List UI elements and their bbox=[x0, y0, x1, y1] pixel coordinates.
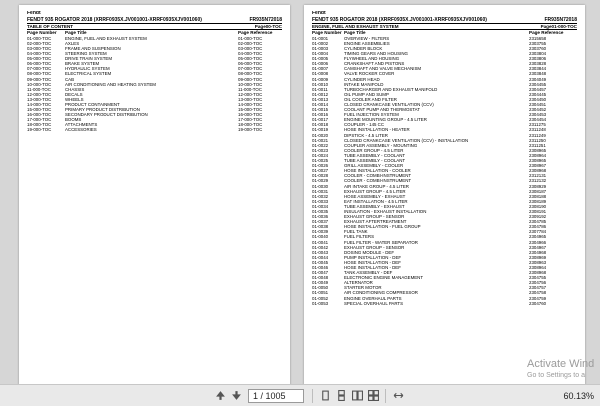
page-reference-cell: 2304049 bbox=[529, 76, 547, 82]
page-title-cell: FUEL TANK bbox=[344, 229, 368, 235]
page-title-cell: INSULATION - EXHAUST INSTALLATION bbox=[344, 208, 427, 214]
page-title-cell: HOSE INSTALLATION - FUEL GROUP bbox=[344, 224, 421, 230]
page-title-cell: DRIVE TRAIN SYSTEM bbox=[65, 56, 113, 62]
page-number-cell: 07-000-TOC bbox=[27, 66, 52, 72]
page-reference-cell: 12-000-TOC bbox=[238, 91, 263, 97]
page-reference-cell: 2304760 bbox=[529, 300, 547, 306]
page-number-cell: 01-0001 bbox=[312, 35, 329, 41]
page-reference-cell: 2308963 bbox=[529, 259, 547, 265]
page-reference-cell: 2311275 bbox=[529, 122, 546, 128]
page-number-cell: 01-0037 bbox=[312, 219, 329, 225]
page-reference-cell: 2303804 bbox=[529, 51, 547, 57]
page-reference-cell: 2308965 bbox=[529, 158, 547, 164]
page-title-cell: FUEL INJECTION SYSTEM bbox=[344, 112, 399, 118]
page-reference-cell: 2304453 bbox=[529, 112, 547, 118]
page-reference-cell: 2315658 bbox=[529, 35, 547, 41]
page-number-cell: 01-0034 bbox=[312, 203, 329, 209]
header-page-reference: Page Reference bbox=[238, 30, 273, 36]
header-page-title: Page Title bbox=[344, 30, 366, 36]
page-reference-cell: 2308191 bbox=[529, 208, 547, 214]
page-title-cell: ENGINE, FUEL AND EXHAUST SYSTEM bbox=[65, 35, 147, 41]
page-title-cell: COUPLER - 145 CC bbox=[344, 122, 385, 128]
page-reference-cell: 2308189 bbox=[529, 198, 547, 204]
page-reference-cell: 2303844 bbox=[529, 66, 547, 72]
document-code: FR935N72018 bbox=[544, 16, 577, 23]
page-title-cell: STARTER MOTOR bbox=[344, 285, 382, 291]
page-number-cell: 05-000-TOC bbox=[27, 56, 52, 62]
page-reference-cell: 2304445 bbox=[529, 91, 547, 97]
page-number-cell: 13-000-TOC bbox=[27, 96, 52, 102]
page-title-cell: TURBOCHARGER AND EXHAUST MANIFOLD bbox=[344, 86, 438, 92]
page-reference-cell: 2304758 bbox=[529, 290, 547, 296]
page-title-cell: CLOSED CRANKCASE VENTILATION (CCV) bbox=[344, 102, 434, 107]
page-title-cell: ATTACHMENTS bbox=[65, 122, 98, 128]
document-title-bar bbox=[27, 17, 282, 24]
page-number-cell: 09-000-TOC bbox=[27, 76, 52, 82]
page-number-cell: 01-0029 bbox=[312, 178, 329, 184]
page-reference-cell: 2308969 bbox=[529, 254, 547, 260]
arrow-down-icon[interactable] bbox=[228, 388, 244, 404]
page-number-cell: 08-000-TOC bbox=[27, 71, 52, 77]
page-number-cell: 01-0015 bbox=[312, 107, 329, 113]
page-title-cell: ACCESSORIES bbox=[65, 127, 97, 133]
page-reference-cell: 2311248 bbox=[529, 127, 546, 133]
page-reference-cell: 2304457 bbox=[529, 86, 547, 92]
page-title-cell: VALVE ROCKER COVER bbox=[344, 71, 395, 77]
page-title-cell: HOSE INSTALLATION - DEF bbox=[344, 265, 401, 270]
page-number-cell: 01-0008 bbox=[312, 71, 329, 77]
page-number-cell: 01-000-TOC bbox=[27, 35, 52, 41]
page-number-cell: 01-0033 bbox=[312, 198, 329, 204]
brand-label: Fendt bbox=[312, 11, 326, 16]
page-reference-cell: 01-000-TOC bbox=[238, 35, 263, 41]
page-number-cell: 16-000-TOC bbox=[27, 112, 52, 118]
page-reference-cell: 2307784 bbox=[529, 229, 547, 235]
page-title-cell: PUMP INSTALLATION - DEF bbox=[344, 254, 402, 260]
page-title-cell: CLOSED CRANKCASE VENTILATION (CCV) - INSTALLATION bbox=[344, 137, 469, 143]
section-title-bar bbox=[312, 24, 577, 31]
page-number-cell: 18-000-TOC bbox=[27, 122, 52, 128]
page-title-cell: OIL COOLER AND FILTER bbox=[344, 96, 397, 102]
page-title-cell: ENGINE OVERHAUL PARTS bbox=[344, 295, 402, 301]
page-number-cell: 01-0032 bbox=[312, 193, 329, 199]
page-number-cell: 11-000-TOC bbox=[27, 86, 51, 92]
page-reference-cell: 2308190 bbox=[529, 203, 547, 209]
page-reference-cell: 2304454 bbox=[529, 117, 547, 123]
page-reference-cell: 09-000-TOC bbox=[238, 76, 263, 82]
page-title-cell: PRODUCT CONTAINMENT bbox=[65, 102, 120, 107]
page-reference-cell: 2308964 bbox=[529, 265, 547, 270]
page-reference-cell: 11-000-TOC bbox=[238, 86, 262, 92]
page-title-cell: HOSE INSTALLATION - DEF bbox=[344, 259, 401, 265]
page-title-cell: WHEELS bbox=[65, 96, 84, 102]
page-reference-cell: 2304968 bbox=[529, 249, 547, 255]
page-reference-cell: 2304455 bbox=[529, 81, 547, 87]
page-reference-cell: 2308968 bbox=[529, 168, 547, 174]
toolbar-divider bbox=[312, 389, 313, 403]
header-page-number: Page Number bbox=[312, 30, 342, 36]
header-page-reference: Page Reference bbox=[529, 30, 564, 36]
page-reference-cell: 2308929 bbox=[529, 183, 547, 189]
page-content bbox=[312, 11, 577, 306]
page-title-cell: SECONDARY PRODUCT DISTRIBUTION bbox=[65, 112, 148, 118]
page-number-cell: 01-0026 bbox=[312, 163, 329, 169]
page-reference-cell: 2303755 bbox=[529, 40, 547, 46]
page-title-cell: ALTERNATOR bbox=[344, 280, 373, 286]
single-page-icon[interactable] bbox=[317, 388, 333, 404]
page-reference-cell: 05-000-TOC bbox=[238, 56, 263, 62]
page-number-cell: 01-0046 bbox=[312, 265, 329, 270]
page-reference-cell: 2303848 bbox=[529, 71, 547, 77]
page-reference-cell: 2308188 bbox=[529, 193, 547, 199]
page-title-cell: TUBE ASSEMBLY - COOLANT bbox=[344, 152, 406, 158]
page-number-cell: 01-0005 bbox=[312, 56, 329, 62]
page-reference-cell: 2304786 bbox=[529, 224, 547, 230]
page-number-cell: 01-0003 bbox=[312, 45, 329, 51]
page-number-cell: 01-0018 bbox=[312, 122, 329, 128]
page-number-cell: 06-000-TOC bbox=[27, 61, 52, 67]
watermark-title: Activate Wind bbox=[527, 358, 595, 370]
header-page-title: Page Title bbox=[65, 30, 87, 36]
page-reference-cell: 2304452 bbox=[529, 107, 547, 113]
page-number-cell: 01-0028 bbox=[312, 173, 329, 179]
pdf-page-right bbox=[304, 5, 585, 384]
page-reference-cell: 2303828 bbox=[529, 61, 547, 67]
page-reference-cell: 07-000-TOC bbox=[238, 66, 263, 72]
page-title-cell: TANK ASSEMBLY - DEF bbox=[344, 270, 393, 276]
page-title-cell: CRANKSHAFT AND PISTONS bbox=[344, 61, 405, 67]
page-reference-cell: 15-000-TOC bbox=[238, 107, 263, 113]
page-number-cell: 01-0044 bbox=[312, 254, 329, 260]
page-number-cell: 02-000-TOC bbox=[27, 40, 52, 46]
page-reference-cell: 2304755 bbox=[529, 275, 547, 281]
page-reference-cell: 2304451 bbox=[529, 102, 547, 107]
page-number-cell: 03-000-TOC bbox=[27, 45, 52, 51]
page-number-cell: 01-0006 bbox=[312, 61, 329, 67]
page-reference-cell: 2304967 bbox=[529, 244, 547, 250]
page-title-cell: ENGINE ASSEMBLIES bbox=[344, 40, 390, 46]
page-number-cell: 01-0013 bbox=[312, 96, 329, 102]
activation-watermark bbox=[527, 358, 594, 380]
page-reference-cell: 2311249 bbox=[529, 132, 546, 138]
page-reference-cell: 2303806 bbox=[529, 56, 547, 62]
page-title-cell: AIR CONDITIONING AND HEATING SYSTEM bbox=[65, 81, 156, 87]
page-reference-cell: 03-000-TOC bbox=[238, 45, 263, 51]
page-title-cell: TIMING GEARS AND HOUSING bbox=[344, 51, 408, 57]
page-title-cell: HOSE INSTALLATION - COOLER bbox=[344, 168, 411, 174]
page-number-cell: 01-0027 bbox=[312, 168, 329, 174]
page-reference-cell: 2311250 bbox=[529, 137, 546, 143]
page-title-cell: ELECTRICAL SYSTEM bbox=[65, 71, 112, 77]
page-title-cell: AIR CONDITIONING COMPRESSOR bbox=[344, 290, 418, 296]
page-number-cell: 01-0051 bbox=[312, 290, 329, 296]
page-title-cell: INTAKE MANIFOLD bbox=[344, 81, 384, 87]
page-title-cell: OVERVIEW - FILTERS bbox=[344, 35, 390, 41]
zoom-level[interactable]: 60.13% bbox=[563, 390, 594, 401]
page-reference-cell: 2308187 bbox=[529, 188, 547, 194]
page-title-cell: HYDRAULIC SYSTEM bbox=[65, 66, 110, 72]
page-number-cell: 01-0035 bbox=[312, 208, 329, 214]
section-title: ENGINE, FUEL AND EXHAUST SYSTEM bbox=[312, 23, 399, 29]
brand-label: Fendt bbox=[27, 11, 41, 16]
page-number-cell: 01-0045 bbox=[312, 259, 329, 265]
page-reference-cell: 2304756 bbox=[529, 280, 547, 286]
page-reference-cell: 19-000-TOC bbox=[238, 127, 263, 133]
page-title-cell: TUBE ASSEMBLY - COOLANT bbox=[344, 158, 406, 164]
page-title-cell: BRAKE SYSTEM bbox=[65, 61, 100, 67]
page-title-cell: DOSING MODULE - DEF bbox=[344, 249, 395, 255]
page-number-cell: 01-0024 bbox=[312, 152, 329, 158]
page-number-cell: 01-0020 bbox=[312, 132, 329, 138]
page-title-cell: COUPLER ASSEMBLY - MOUNTING bbox=[344, 142, 418, 148]
page-reference-cell: 2308964 bbox=[529, 152, 547, 158]
two-page-icon[interactable] bbox=[349, 388, 365, 404]
page-reference-cell: 2308967 bbox=[529, 163, 547, 169]
page-title-cell: BOOMS bbox=[65, 117, 82, 123]
page-reference-cell: 2304966 bbox=[529, 239, 547, 245]
page-reference-cell: 06-000-TOC bbox=[238, 61, 263, 67]
page-number-cell: 01-0023 bbox=[312, 147, 329, 153]
page-number-cell: 01-0041 bbox=[312, 239, 329, 245]
section-reference: Page01-000-TOC bbox=[540, 23, 577, 29]
page-title-cell: OIL PUMP AND SUMP bbox=[344, 91, 389, 97]
page-reference-cell: 14-000-TOC bbox=[238, 102, 263, 107]
page-reference-cell: 2304785 bbox=[529, 219, 547, 225]
page-reference-cell: 18-000-TOC bbox=[238, 122, 263, 128]
page-number-cell: 01-0017 bbox=[312, 117, 329, 123]
page-title-cell: EXHAUST GROUP - 4.5 LITER bbox=[344, 188, 406, 194]
page-number-cell: 01-0050 bbox=[312, 285, 329, 291]
page-number-cell: 01-0039 bbox=[312, 229, 329, 235]
page-title-cell: CAMSHAFT AND VALVE MECHANISM bbox=[344, 66, 422, 72]
page-title-cell: ENGINE MOUNTING GROUP - 4.5 LITER bbox=[344, 117, 427, 123]
page-number-cell: 01-0009 bbox=[312, 76, 329, 82]
page-number-cell: 01-0043 bbox=[312, 249, 329, 255]
page-number-cell: 01-0049 bbox=[312, 280, 329, 286]
page-reference-cell: 02-000-TOC bbox=[238, 40, 263, 46]
page-reference-cell: 2304757 bbox=[529, 285, 547, 291]
page-reference-cell: 08-000-TOC bbox=[238, 71, 263, 77]
page-reference-cell: 17-000-TOC bbox=[238, 117, 263, 123]
page-title-cell: CYLINDER HEAD bbox=[344, 76, 380, 82]
page-number-cell: 01-0022 bbox=[312, 142, 329, 148]
page-title-cell: COOLANT PUMP AND THERMOSTAT bbox=[344, 107, 420, 113]
page-title-cell: CHASSIS bbox=[65, 86, 85, 92]
page-title-cell: COOLER - COMBI-INSTRUMENT bbox=[344, 173, 412, 179]
page-title-cell: CYLINDER BLOCK bbox=[344, 45, 383, 51]
page-title-cell: PRIMARY PRODUCT DISTRIBUTION bbox=[65, 107, 140, 113]
page-title-cell: SPECIAL OVERHAUL PARTS bbox=[344, 300, 404, 306]
page-number-cell: 01-0019 bbox=[312, 127, 329, 133]
page-number-cell: 01-0014 bbox=[312, 102, 329, 107]
page-title-cell: FUEL FILTERS bbox=[344, 234, 375, 240]
document-title: FENDT 935 ROGATOR 2018 (XRRF0935X.JV001001-XRRF0935XJV001060) bbox=[27, 16, 202, 23]
page-title-cell: TUBE ASSEMBLY - EXHAUST bbox=[344, 203, 405, 209]
page-number-cell: 01-0010 bbox=[312, 81, 329, 87]
document-title: FENDT 935 ROGATOR 2018 (XRRF0935X.JV001001-XRRF0935XJV001060) bbox=[312, 16, 487, 23]
page-number-cell: 19-000-TOC bbox=[27, 127, 52, 133]
page-reference-cell: 2304965 bbox=[529, 234, 547, 240]
page-reference-cell: 16-000-TOC bbox=[238, 112, 263, 118]
page-reference-cell: 04-000-TOC bbox=[238, 51, 263, 57]
page-reference-cell: 2308968 bbox=[529, 270, 547, 276]
page-reference-cell: 13-000-TOC bbox=[238, 96, 263, 102]
page-reference-cell: 2312131 bbox=[529, 173, 547, 179]
page-title-cell: CAB bbox=[65, 76, 75, 82]
page-number-cell: 01-0047 bbox=[312, 270, 329, 276]
document-title-bar bbox=[312, 17, 577, 24]
parts-table bbox=[312, 36, 577, 306]
page-title-cell: COOLER GROUP - 4.5 LITER bbox=[344, 147, 404, 153]
page-title-cell: HOSE INSTALLATION - HEATER bbox=[344, 127, 410, 133]
page-number-cell: 01-0011 bbox=[312, 86, 328, 92]
page-title-cell: EXHAUST GROUP - SENSOR bbox=[344, 214, 405, 220]
page-number-cell: 04-000-TOC bbox=[27, 51, 52, 57]
page-number-cell: 01-0007 bbox=[312, 66, 329, 72]
toc-table bbox=[27, 36, 282, 133]
page-number-cell: 01-0031 bbox=[312, 188, 329, 194]
page-title-cell: AIR INTAKE GROUP - 4.5 LITER bbox=[344, 183, 409, 189]
page-title-cell: FRAME AND SUSPENSION bbox=[65, 45, 121, 51]
page-number-cell: 01-0036 bbox=[312, 214, 329, 220]
page-number-cell: 01-0038 bbox=[312, 224, 329, 230]
viewer-toolbar bbox=[0, 384, 600, 406]
page-number-cell: 01-0052 bbox=[312, 295, 329, 301]
page-reference-cell: 2312132 bbox=[529, 178, 547, 184]
page-number-cell: 01-0030 bbox=[312, 183, 329, 189]
page-number-cell: 01-0040 bbox=[312, 234, 329, 240]
page-number-cell: 01-0021 bbox=[312, 137, 329, 143]
page-number-cell: 01-0025 bbox=[312, 158, 329, 164]
page-title-cell: HOSE ASSEMBLY - EXHAUST bbox=[344, 193, 406, 199]
page-number-cell: 01-0042 bbox=[312, 244, 329, 250]
table-row[interactable] bbox=[27, 127, 282, 132]
page-reference-cell: 2309192 bbox=[529, 214, 547, 220]
page-reference-cell: 2304759 bbox=[529, 295, 547, 301]
page-title-cell: ELECTRONIC ENGINE MANAGEMENT bbox=[344, 275, 424, 281]
page-title-cell: FLYWHEEL AND HOUSING bbox=[344, 56, 400, 62]
page-reference-cell: 2308965 bbox=[529, 147, 547, 153]
continuous-icon[interactable] bbox=[333, 388, 349, 404]
section-title-bar bbox=[27, 24, 282, 31]
page-number-cell: 01-0053 bbox=[312, 300, 329, 306]
section-reference: Page00-TOC bbox=[254, 23, 282, 29]
page-title-cell: AXLES bbox=[65, 40, 80, 46]
page-title-cell: EXHAUST GROUP - SENSOR bbox=[344, 244, 405, 250]
page-number-cell: 12-000-TOC bbox=[27, 91, 52, 97]
page-number-cell: 17-000-TOC bbox=[27, 117, 52, 123]
pdf-page-left bbox=[19, 5, 290, 384]
page-title-cell: GRILL ASSEMBLY - COOLER bbox=[344, 163, 404, 169]
page-reference-cell: 2303760 bbox=[529, 45, 547, 51]
page-reference-cell: 2311251 bbox=[529, 142, 546, 148]
page-number-input[interactable]: 1 / 1005 bbox=[248, 389, 304, 403]
page-reference-cell: 10-000-TOC bbox=[238, 81, 263, 87]
page-number-cell: 01-0016 bbox=[312, 112, 329, 118]
page-title-cell: EAT INSTALLATION - 4.5 LITER bbox=[344, 198, 408, 204]
document-code: FR935N72018 bbox=[249, 16, 282, 23]
page-number-cell: 15-000-TOC bbox=[27, 107, 52, 113]
page-content bbox=[27, 11, 282, 133]
toolbar-divider bbox=[385, 389, 386, 403]
table-row[interactable] bbox=[312, 301, 577, 306]
page-number-cell: 01-0002 bbox=[312, 40, 329, 46]
two-page-continuous-icon[interactable] bbox=[365, 388, 381, 404]
page-number-cell: 01-0012 bbox=[312, 91, 329, 97]
page-title-cell: EXHAUST AFTERTREATMENT bbox=[344, 219, 407, 225]
page-number-cell: 14-000-TOC bbox=[27, 102, 52, 107]
page-title-cell: FUEL FILTER - WATER SEPARATOR bbox=[344, 239, 418, 245]
page-title-cell: DIPSTICK - 4.5 LITER bbox=[344, 132, 388, 138]
watermark-subtitle: Go to Settings to a bbox=[527, 372, 585, 379]
fit-width-icon[interactable] bbox=[390, 388, 406, 404]
section-title: TABLE OF CONTENT bbox=[27, 23, 74, 29]
page-number-cell: 01-0004 bbox=[312, 51, 329, 57]
page-title-cell: COOLER - COMBI-INSTRUMENT bbox=[344, 178, 412, 184]
page-number-cell: 10-000-TOC bbox=[27, 81, 52, 87]
page-title-cell: DECALS bbox=[65, 91, 83, 97]
arrow-up-icon[interactable] bbox=[212, 388, 228, 404]
page-title-cell: STEERING SYSTEM bbox=[65, 51, 107, 57]
page-reference-cell: 2304450 bbox=[529, 96, 547, 102]
header-page-number: Page Number bbox=[27, 30, 57, 36]
page-number-cell: 01-0048 bbox=[312, 275, 329, 281]
